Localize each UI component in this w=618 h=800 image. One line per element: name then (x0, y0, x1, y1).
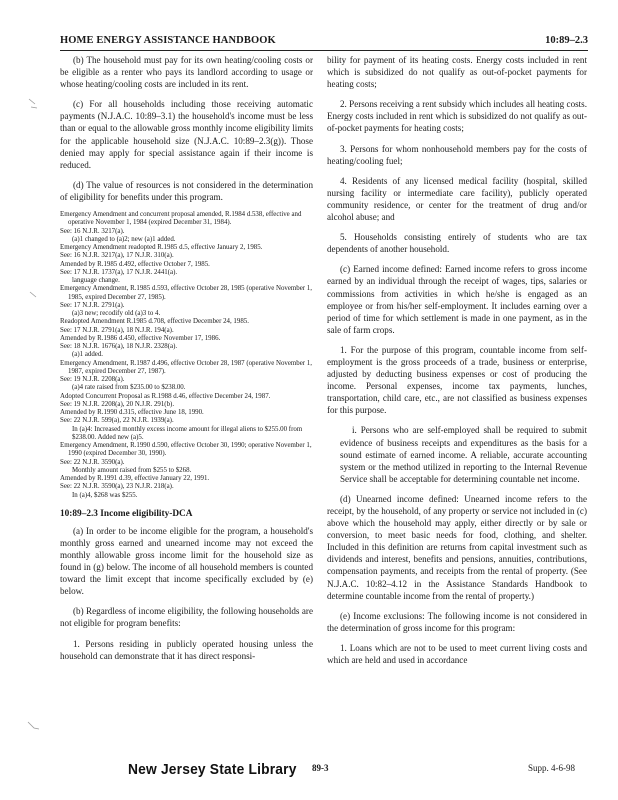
section-number: 10:89–2.3 (545, 35, 588, 46)
paragraph-d-unearned-income: (d) Unearned income defined: Unearned income refers to the receipt, by the household, of any property or service not included in (c) above which the household may apply, either directly or by sale or conversion, to meet basic needs for food, clothing, and shelter. Included in this definition are returns from capital investment such as dividends and interest, benefits and pensions, annuities, contributions, compensation payments, and receipts from the rental of property. (See N.J.A.C. 10:82–4.12 in the Assistance Standards Handbook to determine countable income from the rental of property.) (327, 493, 587, 601)
history-line: Emergency Amendment and concurrent proposal amended, R.1984 d.538, effective and operative November 1, 1984 (expired December 31, 1984). (60, 211, 302, 227)
margin-mark-icon (26, 288, 42, 304)
section-heading: 10:89–2.3 Income eligibility-DCA (60, 508, 193, 519)
history-line: See: 17 N.J.R. 2791(a). (60, 301, 125, 309)
left-column (60, 54, 313, 670)
paragraph-c: (c) For all households including those receiving automatic payments (N.J.A.C. 10:89–3.1) the household's income must be less than or equal to the allowable gross monthly income eligibility limits for the applicable household size (N.J.A.C. 10:89–2.3(g)). Those denied may apply for special assistance again if their income is reduced. (60, 99, 313, 170)
history-line: Amended by R.1991 d.39, effective January 22, 1991. (60, 475, 210, 483)
history-line: See: 22 N.J.R. 599(a), 22 N.J.R. 1939(a). (60, 417, 174, 425)
history-line: (a)4 rate raised from $235.00 to $238.00. (72, 384, 186, 392)
history-line: Amended by R.1990 d.315, effective June 18, 1990. (60, 409, 204, 417)
history-line: See: 18 N.J.R. 1676(a), 18 N.J.R. 2328(a). (60, 343, 178, 351)
item-3-nonhousehold: 3. Persons for whom nonhousehold members pay for the costs of heating/cooling fuel; (327, 143, 587, 166)
paragraph-e-exclusions: (e) Income exclusions: The following income is not considered in the determination of gross income for this program: (327, 610, 587, 633)
history-line: See: 19 N.J.R. 2208(a). (60, 376, 125, 384)
paragraph-e1-loans: 1. Loans which are not to be used to meet current living costs and which are held and used in accordance (327, 642, 587, 666)
history-line: (a)3 new; recodify old (a)3 to 4. (72, 310, 161, 318)
item-4-residents: 4. Residents of any licensed medical facility (hospital, skilled nursing facility or intermediate care facility), publicly operated community residence, or center for the treatment of drug and/or alcohol abuse; and (327, 175, 587, 223)
paragraph-c1i-evidence: i. Persons who are self-employed shall be required to submit evidence of business receipts and expenditures as the basis for a sound estimate of earned income. A reliable, accurate accounting system or the method utilized in reporting to the Internal Revenue Service shall be acceptable for determining countable net income. (340, 425, 587, 484)
history-line: Emergency Amendment, R.1990 d.590, effective October 30, 1990; operative November 1, 1990 (expired December 30, 1990). (60, 442, 312, 458)
history-line: See: 16 N.J.R. 3217(a), 17 N.J.R. 310(a). (60, 252, 174, 260)
item-1-public-housing: 1. Persons residing in publicly operated housing unless the household can demonstrate that it has direct responsi- (60, 638, 313, 661)
history-line: See: 16 N.J.R. 3217(a). (60, 227, 125, 235)
paragraph-c-earned-income: (c) Earned income defined: Earned income refers to gross income earned by an individual through the receipt of wages, tips, salaries or commissions from activities in which he/she is engaged as an employee or from his/her self-employment. It includes earning over a period of time for which settlement is made in one payment, as in the sale of farm crops. (327, 264, 587, 335)
library-stamp: New Jersey State Library (128, 761, 297, 778)
margin-mark-icon (26, 96, 42, 112)
margin-mark-icon (26, 718, 42, 734)
history-line: See: 19 N.J.R. 2208(a), 20 N.J.R. 291(b). (60, 400, 175, 408)
running-header (60, 34, 588, 51)
history-line: Readopted Amendment R.1985 d.708, effective December 24, 1985. (60, 318, 249, 326)
paragraph-a-income: (a) In order to be income eligible for the program, a household's monthly gross earned and unearned income may not exceed the monthly allowable gross income limit for the household size as found in (g) below. The income of all household members is counted toward the limit except that income specifically excluded by (e) below. (60, 525, 313, 597)
history-line: See: 17 N.J.R. 2791(a), 18 N.J.R. 194(a). (60, 326, 174, 334)
history-line: See: 17 N.J.R. 1737(a), 17 N.J.R. 2441(a). (60, 268, 178, 276)
history-line: Monthly amount raised from $255 to $268. (72, 466, 192, 474)
item-1-continued: bility for payment of its heating costs. Energy costs included in rent which is subsidized do not qualify as out-of-pocket payments for heating costs; (327, 55, 587, 90)
history-line: In (a)4: Increased monthly excess income amount for illegal aliens to $255.00 from $238.00. Added new (a)5. (72, 425, 303, 441)
history-line: (a)1 changed to (a)2; new (a)1 added. (72, 235, 176, 243)
history-line: Amended by R.1985 d.492, effective October 7, 1985. (60, 260, 210, 268)
history-line: See: 22 N.J.R. 3590(a), 23 N.J.R. 218(a). (60, 483, 174, 491)
history-line: Amended by R.1986 d.450, effective November 17, 1986. (60, 334, 221, 342)
page-number: 89-3 (312, 763, 329, 773)
right-column (327, 54, 587, 674)
history-line: Emergency Amendment readopted R.1985 d.5, effective January 2, 1985. (60, 244, 263, 252)
history-line: See: 22 N.J.R. 3590(a). (60, 458, 125, 466)
history-line: language change. (72, 277, 120, 285)
item-5-students: 5. Households consisting entirely of students who are tax dependents of another household. (327, 232, 587, 255)
paragraph-b-ineligible: (b) Regardless of income eligibility, the following households are not eligible for program benefits: (60, 606, 313, 629)
history-line: Emergency Amendment, R.1987 d.496, effective October 28, 1987 (operative November 1, 1987, expired December 27, 1987). (60, 359, 312, 375)
paragraph-d: (d) The value of resources is not considered in the determination of eligibility for benefits under this program. (60, 179, 313, 202)
history-line: (a)1 added. (72, 351, 103, 359)
paragraph-c1-self-employment: 1. For the purpose of this program, countable income from self-employment is the gross proceeds of a trade, business or enterprise, adjusted by deducting business expenses or cost of producing the income. Personal expenses, income tax payments, lunches, transportation, child care, etc., are not classified as business expenses for this purpose. (327, 344, 587, 416)
paragraph-b: (b) The household must pay for its own heating/cooling costs or be eligible as a renter who pays its landlord according to usage or whose heating/cooling costs are included in its rent. (60, 55, 313, 90)
history-line: Adopted Concurrent Proposal as R.1988 d.46, effective December 24, 1987. (60, 392, 271, 400)
history-line: Emergency Amendment, R.1985 d.593, effective October 28, 1985 (operative November 1, 1985, expired December 27, 1985). (60, 285, 312, 301)
supplement-date: Supp. 4-6-98 (528, 763, 575, 773)
handbook-title: HOME ENERGY ASSISTANCE HANDBOOK (60, 35, 276, 46)
history-notes (60, 211, 313, 500)
history-line: In (a)4, $268 was $255. (72, 491, 138, 499)
item-2-rent-subsidy: 2. Persons receiving a rent subsidy which includes all heating costs. Energy costs included in rent which is subsidized do not qualify as out-of-pocket payments for heating costs; (327, 99, 587, 134)
